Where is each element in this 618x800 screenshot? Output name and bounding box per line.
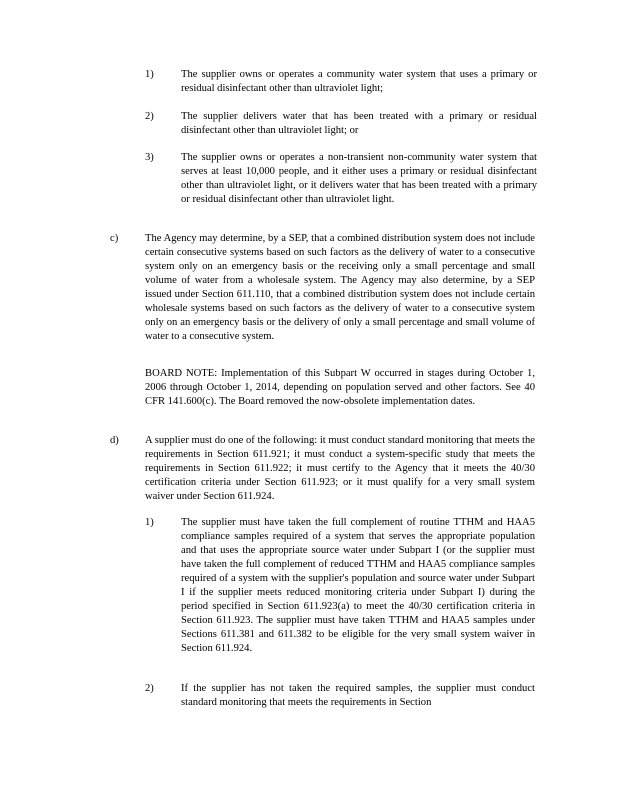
list-item-text: The supplier owns or operates a community water system that uses a primary or residual disinfectant other than ultraviolet light; <box>181 69 537 94</box>
list-item-label: 3) <box>145 152 154 163</box>
board-note-text: BOARD NOTE: Implementation of this Subpart W occurred in stages during October 1, 2006 through October 1, 2014, depending on population served and other factors. See 40 CFR 141.600(c). The Board removed the now-obsolete implementation dates. <box>145 368 535 407</box>
list-item-1 <box>145 68 537 96</box>
list-item-label: 1) <box>145 69 154 80</box>
list-item-text: The supplier owns or operates a non-transient non-community water system that serves at least 10,000 people, and it either uses a primary or residual disinfectant other than ultraviolet light, or it delivers water that has been treated with a primary or residual disinfectant other than ultraviolet light. <box>181 152 537 205</box>
list-item-label: 1) <box>145 517 154 528</box>
list-item-3 <box>145 151 537 207</box>
section-c-label: c) <box>110 233 119 244</box>
board-note <box>145 367 535 409</box>
section-d-item-2 <box>145 682 535 710</box>
section-d <box>110 434 535 504</box>
list-item-label: 2) <box>145 683 154 694</box>
list-item-text: The supplier delivers water that has been treated with a primary or residual disinfectant other than ultraviolet light; or <box>181 111 537 136</box>
section-c <box>110 232 535 344</box>
list-item-text: If the supplier has not taken the required samples, the supplier must conduct standard monitoring that meets the requirements in Section <box>181 683 535 708</box>
section-c-text: The Agency may determine, by a SEP, that a combined distribution system does not include certain consecutive systems based on such factors as the delivery of water to a consecutive system only on an emergency basis or the receiving only a small percentage and small volume of water from a wholesale system. The Agency may also determine, by a SEP issued under Section 611.110, that a combined distribution system does not include certain wholesale systems based on such factors as the delivery of water to a consecutive system only on an emergency basis or the delivery of only a small percentage and small volume of water to a consecutive system. <box>145 233 535 342</box>
list-item-2 <box>145 110 537 138</box>
section-d-item-1 <box>145 516 535 656</box>
section-d-text: A supplier must do one of the following: it must conduct standard monitoring that meets the requirements in Section 611.921; it must conduct a system-specific study that meets the requirements in Section 611.922; it must certify to the Agency that it meets the 40/30 certification criteria under Section 611.923; or it must qualify for a very small system waiver under Section 611.924. <box>145 435 535 502</box>
list-item-label: 2) <box>145 111 154 122</box>
list-item-text: The supplier must have taken the full complement of routine TTHM and HAA5 compliance samples required of a system that serves the appropriate population and that uses the appropriate source water under Subpart I (or the supplier must have taken the full complement of reduced TTHM and HAA5 compliance samples required of a system with the supplier's population and source water under Subpart I if the supplier meets reduced monitoring criteria under Subpart I) during the period specified in Section 611.923(a) to meet the 40/30 certification criteria in Section 611.923. The supplier must have taken TTHM and HAA5 samples under Sections 611.381 and 611.382 to be eligible for the very small system waiver in Section 611.924. <box>181 517 535 654</box>
section-d-label: d) <box>110 435 119 446</box>
